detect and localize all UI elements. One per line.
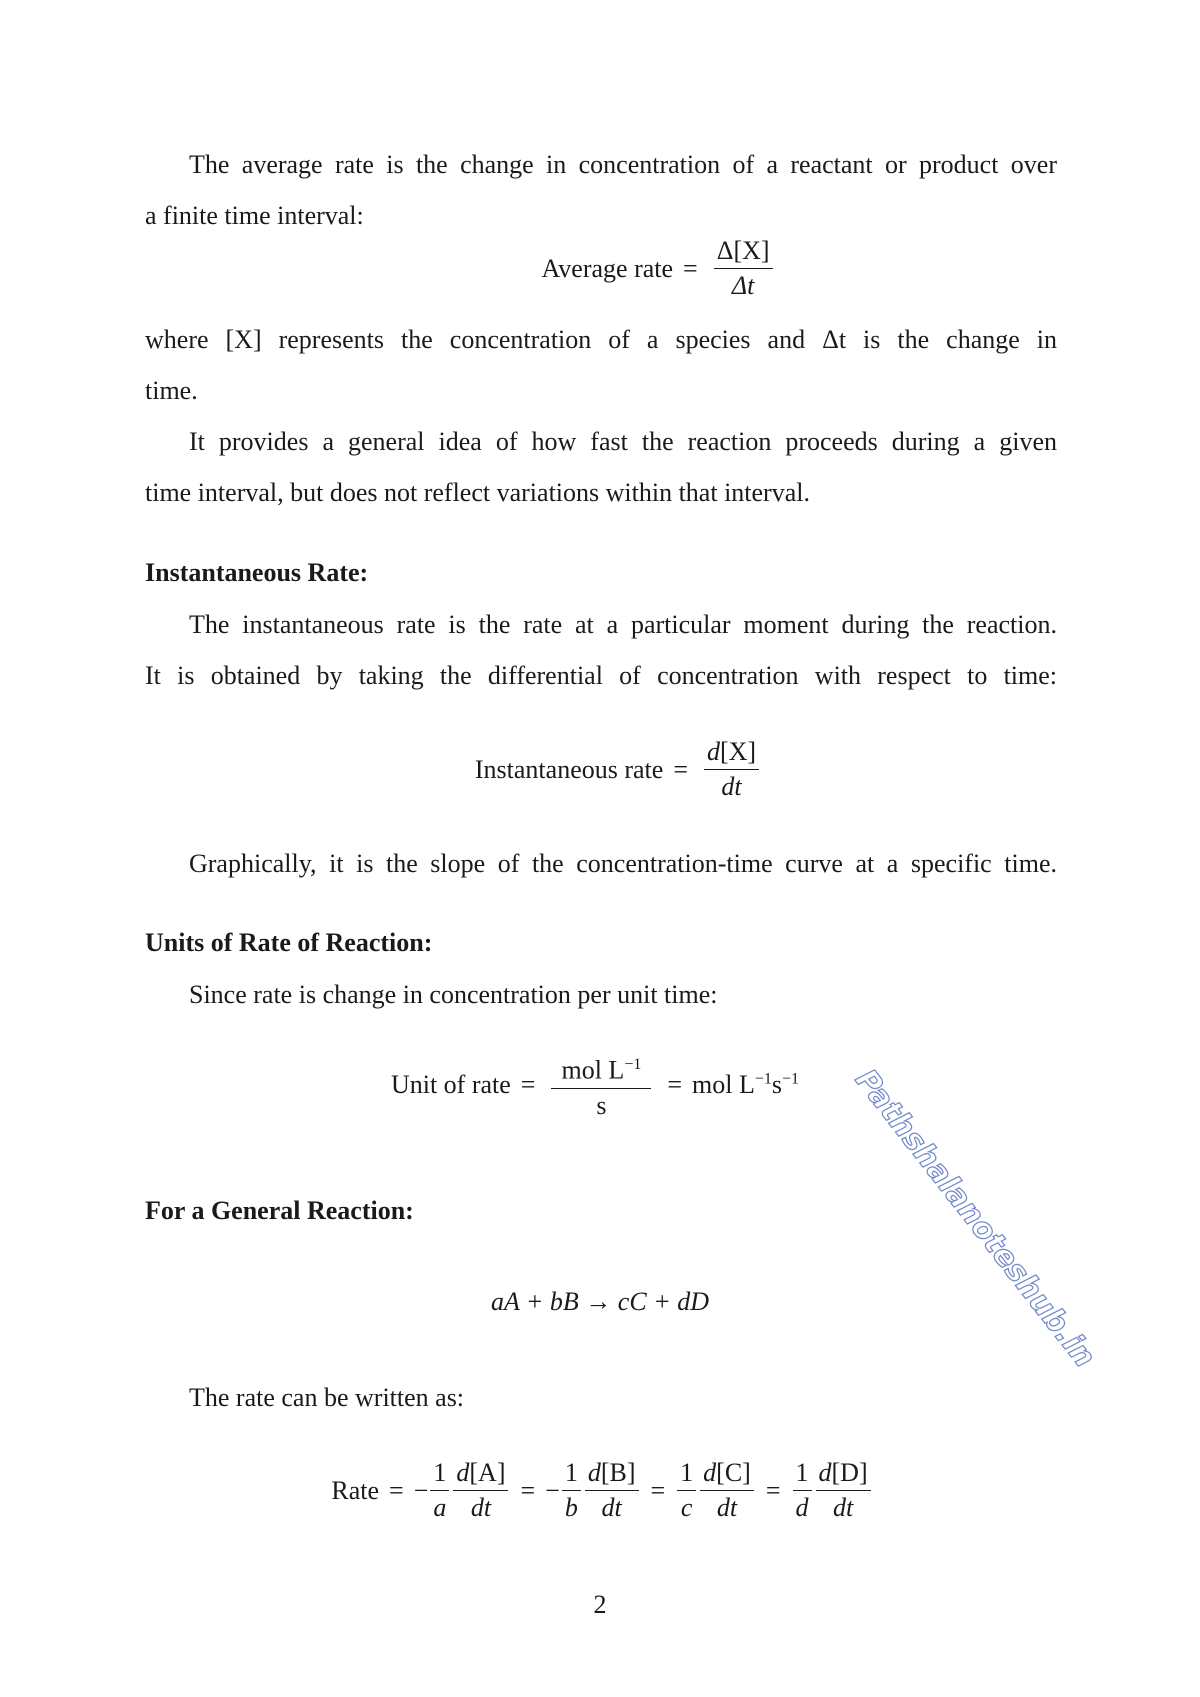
heading-instantaneous-rate: Instantaneous Rate: bbox=[145, 558, 369, 587]
eq-equals: = bbox=[650, 1475, 666, 1505]
eq-rhs: mol $L^{-1}s^{-1}$ bbox=[692, 1070, 800, 1100]
numerator: 1 bbox=[430, 1458, 449, 1491]
numerator: 1 bbox=[562, 1458, 581, 1491]
paragraph-line: Since rate is change in concentration per unit time: bbox=[189, 980, 718, 1009]
numerator: 1 bbox=[677, 1458, 696, 1491]
fraction bbox=[551, 1050, 651, 1121]
paragraph-line: where [X] represents the concentration of a species and Δt is the change in bbox=[145, 325, 1057, 354]
paragraph-line: time interval, but does not reflect variations within that interval. bbox=[145, 478, 810, 507]
equation-average-rate bbox=[60, 236, 1200, 301]
numerator: d[A] bbox=[453, 1458, 508, 1491]
equation-rate bbox=[2, 1458, 1200, 1523]
minus-sign: − bbox=[413, 1475, 429, 1505]
paragraph-line: The instantaneous rate is the rate at a particular moment during the reaction. bbox=[189, 610, 1057, 639]
eq-equals: = bbox=[673, 754, 688, 784]
eq-lhs: Unit of rate bbox=[390, 1070, 511, 1100]
paragraph-line: Graphically, it is the slope of the concentration-time curve at a specific time. bbox=[189, 849, 1057, 878]
heading-general-reaction: For a General Reaction: bbox=[145, 1196, 414, 1225]
paragraph-line: It provides a general idea of how fast the reaction proceeds during a given bbox=[189, 427, 1057, 456]
derivative-fraction bbox=[453, 1458, 508, 1523]
fraction bbox=[704, 737, 759, 802]
denominator: s bbox=[596, 1090, 607, 1120]
fraction bbox=[714, 236, 773, 301]
coefficient-fraction bbox=[677, 1458, 696, 1523]
heading-units: Units of Rate of Reaction: bbox=[145, 928, 433, 957]
numerator: d[D] bbox=[816, 1458, 871, 1491]
coefficient-fraction bbox=[430, 1458, 449, 1523]
equation-unit-of-rate bbox=[0, 1050, 1195, 1121]
numerator: d[X] bbox=[704, 737, 759, 770]
minus-sign: − bbox=[545, 1475, 560, 1505]
reaction-text: aA + bB → cC + dD bbox=[490, 1287, 710, 1316]
numerator: Δ[X] bbox=[714, 236, 773, 269]
numerator: 1 bbox=[793, 1458, 812, 1491]
paragraph-line: It is obtained by taking the differential of concentration with respect to time: bbox=[145, 661, 1057, 690]
numerator: d[B] bbox=[585, 1458, 639, 1491]
eq-lhs: Average rate bbox=[541, 253, 674, 283]
denominator: a bbox=[433, 1493, 447, 1522]
eq-equals: = bbox=[683, 253, 698, 283]
denominator: b bbox=[564, 1493, 578, 1522]
paragraph-line: a finite time interval: bbox=[145, 201, 364, 230]
eq-equals: = bbox=[520, 1070, 536, 1100]
denominator: dt bbox=[716, 1493, 738, 1522]
paragraph-line: time. bbox=[145, 376, 198, 405]
eq-equals: = bbox=[389, 1475, 404, 1505]
denominator: c bbox=[680, 1493, 693, 1522]
derivative-fraction bbox=[816, 1458, 871, 1523]
eq-equals: = bbox=[667, 1070, 683, 1100]
numerator: d[C] bbox=[700, 1458, 754, 1491]
denominator: d bbox=[795, 1493, 809, 1522]
eq-equals: = bbox=[765, 1475, 781, 1505]
eq-equals: = bbox=[520, 1475, 536, 1505]
derivative-fraction bbox=[700, 1458, 754, 1523]
eq-lhs: Rate bbox=[331, 1475, 380, 1505]
denominator: dt bbox=[470, 1493, 492, 1522]
derivative-fraction bbox=[585, 1458, 639, 1523]
coefficient-fraction bbox=[793, 1458, 812, 1523]
watermark: Pathshalanoteshub.in bbox=[848, 1062, 1103, 1375]
page-number: 2 bbox=[593, 1590, 607, 1619]
denominator: dt bbox=[832, 1493, 854, 1522]
paragraph-line: The rate can be written as: bbox=[189, 1383, 465, 1412]
denominator: dt bbox=[721, 772, 742, 801]
equation-instantaneous-rate bbox=[20, 737, 1200, 802]
denominator: dt bbox=[601, 1493, 622, 1522]
coefficient-fraction bbox=[562, 1458, 581, 1523]
paragraph-line: The average rate is the change in concentration of a reactant or product over bbox=[189, 150, 1057, 179]
denominator: Δt bbox=[731, 271, 755, 300]
numerator: mol $L^{-1}$ bbox=[551, 1050, 651, 1089]
eq-lhs: Instantaneous rate bbox=[474, 754, 664, 784]
